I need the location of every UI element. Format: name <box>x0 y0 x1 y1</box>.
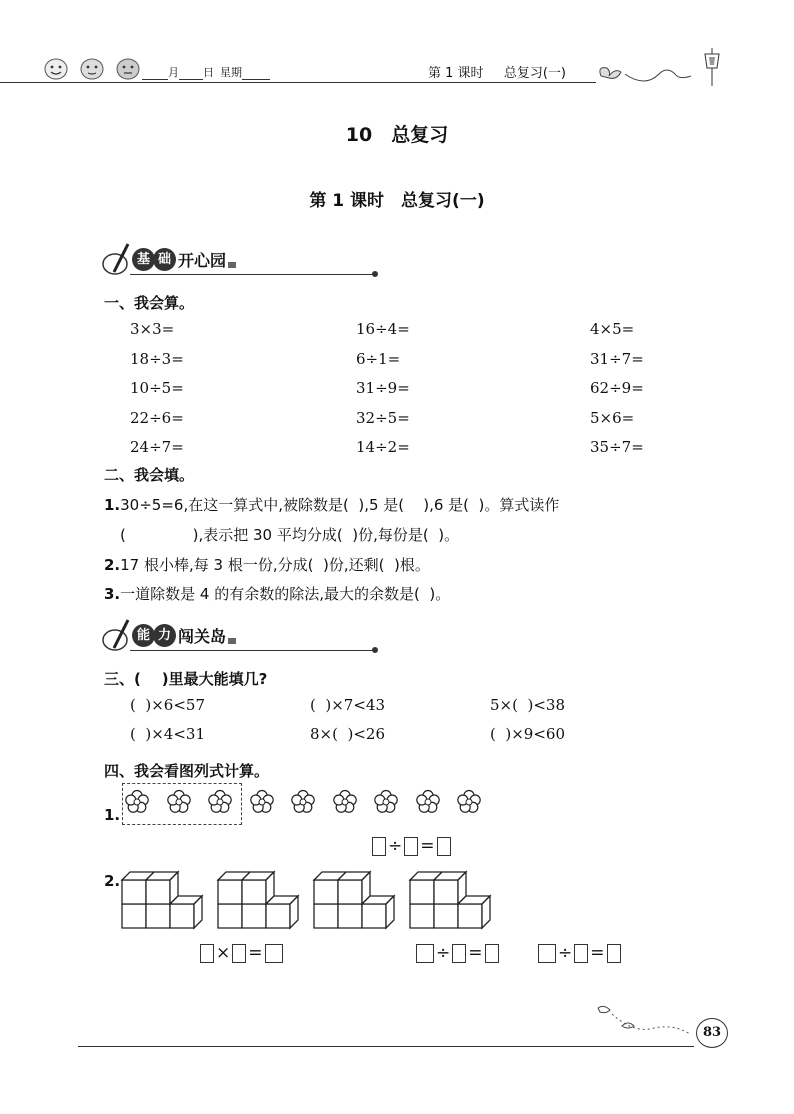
cube-group-icon <box>406 868 498 932</box>
cube-group-icon <box>118 868 210 932</box>
q4-item-1-number: 1. <box>104 806 121 824</box>
calc-item: 31÷7= <box>590 349 644 368</box>
calc-item: 10÷5= <box>130 379 184 397</box>
flower-icon <box>290 789 316 815</box>
answer-box[interactable] <box>538 944 556 963</box>
q2-item-text: 一道除数是 4 的有余数的除法,最大的余数是( )。 <box>120 585 451 603</box>
answer-box[interactable] <box>404 837 418 856</box>
q2-item-text: ( ),表示把 30 平均分成( )份,每份是( )。 <box>120 526 460 544</box>
calc-item: 14÷2= <box>356 438 410 456</box>
smiley-face-icon <box>80 58 104 80</box>
q2-item-text: 17 根小棒,每 3 根一份,分成( )份,还剩( )根。 <box>120 556 430 574</box>
inequality-item: 5×( )<38 <box>490 696 566 714</box>
badge-char: 力 <box>153 624 176 647</box>
flower-icon <box>373 789 399 815</box>
flower-icon <box>456 789 482 815</box>
calc-item: 32÷5= <box>356 408 410 427</box>
answer-box[interactable] <box>416 944 434 963</box>
section-banner-ability <box>100 618 380 654</box>
banner-rule <box>130 274 374 275</box>
unit-title: 10 总复习 <box>345 124 449 146</box>
month-label: 月 <box>168 66 179 79</box>
header-lesson: 第 1 课时 <box>428 66 484 81</box>
header-topic: 总复习(一) <box>503 66 566 81</box>
q2-item-3: 3.一道除数是 4 的有余数的除法,最大的余数是( )。 <box>104 585 451 603</box>
equation-1: ÷ = <box>372 836 451 856</box>
flower-icon <box>415 789 441 815</box>
section-banner-text: 闯关岛 <box>178 627 227 646</box>
q2-item-text: 30÷5=6,在这一算式中,被除数是( ),5 是( ),6 是( )。算式读作 <box>120 496 560 514</box>
calc-item: 6÷1= <box>356 349 401 368</box>
page-number: 83 <box>696 1018 728 1048</box>
inequality-item: ( )×9<60 <box>490 725 566 743</box>
calc-item: 22÷6= <box>130 408 184 427</box>
calc-item: 18÷3= <box>130 349 184 368</box>
calc-item: 4×5= <box>590 320 635 338</box>
badge-char: 基 <box>132 248 155 271</box>
inequality-item: 8×( )<26 <box>310 725 386 743</box>
q2-item-1-cont <box>120 524 459 545</box>
q2-item-1: 1.30÷5=6,在这一算式中,被除数是( ),5 是( ),6 是( )。算式读作 <box>104 496 560 514</box>
lesson-title: 第 1 课时 总复习(一) <box>309 191 485 211</box>
header-rule <box>0 82 596 83</box>
badge-char: 础 <box>153 248 176 271</box>
lamp-icon <box>700 46 724 90</box>
calc-item: 31÷9= <box>356 379 410 397</box>
calc-item: 16÷4= <box>356 320 410 338</box>
equation-2c: ÷ = <box>538 943 621 963</box>
inequality-item: ( )×4<31 <box>130 725 206 743</box>
brush-icon <box>100 242 136 276</box>
answer-box[interactable] <box>372 837 386 856</box>
answer-box[interactable] <box>574 944 588 963</box>
smiley-face-icon <box>116 58 140 80</box>
inequality-item: ( )×6<57 <box>130 696 206 714</box>
footer-rule <box>78 1046 694 1047</box>
calc-item: 24÷7= <box>130 438 184 456</box>
brush-icon <box>100 618 136 652</box>
answer-box[interactable] <box>437 837 451 856</box>
butterfly-icon <box>595 58 705 88</box>
q4-item-2-number: 2. <box>104 872 121 890</box>
q3-heading: 三、( )里最大能填几? <box>104 670 268 688</box>
calc-item: 5×6= <box>590 408 635 427</box>
badge-char: 能 <box>132 624 155 647</box>
inequality-item: ( )×7<43 <box>310 696 386 714</box>
page-header <box>0 0 794 90</box>
equation-2a: × = <box>200 943 283 963</box>
q1-heading: 一、我会算。 <box>104 294 195 312</box>
cube-group-icon <box>214 868 306 932</box>
answer-box[interactable] <box>485 944 499 963</box>
calc-item: 62÷9= <box>590 379 644 397</box>
flower-icon <box>124 789 150 815</box>
section-banner-basic <box>100 242 380 278</box>
banner-rule <box>130 650 374 651</box>
calc-item: 35÷7= <box>590 438 644 456</box>
answer-box[interactable] <box>607 944 621 963</box>
answer-box[interactable] <box>265 944 283 963</box>
day-label: 日 <box>203 66 214 79</box>
calc-item: 3×3= <box>130 320 175 338</box>
flower-icon <box>166 789 192 815</box>
weekday-label: 星期 <box>220 66 242 79</box>
section-banner-text: 开心园 <box>178 251 227 270</box>
answer-box[interactable] <box>452 944 466 963</box>
flower-icon <box>332 789 358 815</box>
q2-item-2: 2.17 根小棒,每 3 根一份,分成( )份,还剩( )根。 <box>104 556 430 574</box>
flower-icon <box>207 789 233 815</box>
equation-2b: ÷ = <box>416 943 499 963</box>
q4-heading: 四、我会看图列式计算。 <box>104 762 270 780</box>
flower-icon <box>249 789 275 815</box>
answer-box[interactable] <box>200 944 214 963</box>
q2-heading: 二、我会填。 <box>104 466 195 484</box>
birds-decoration-icon <box>594 1000 698 1040</box>
cube-group-icon <box>310 868 402 932</box>
smiley-face-icon <box>44 58 68 80</box>
answer-box[interactable] <box>232 944 246 963</box>
